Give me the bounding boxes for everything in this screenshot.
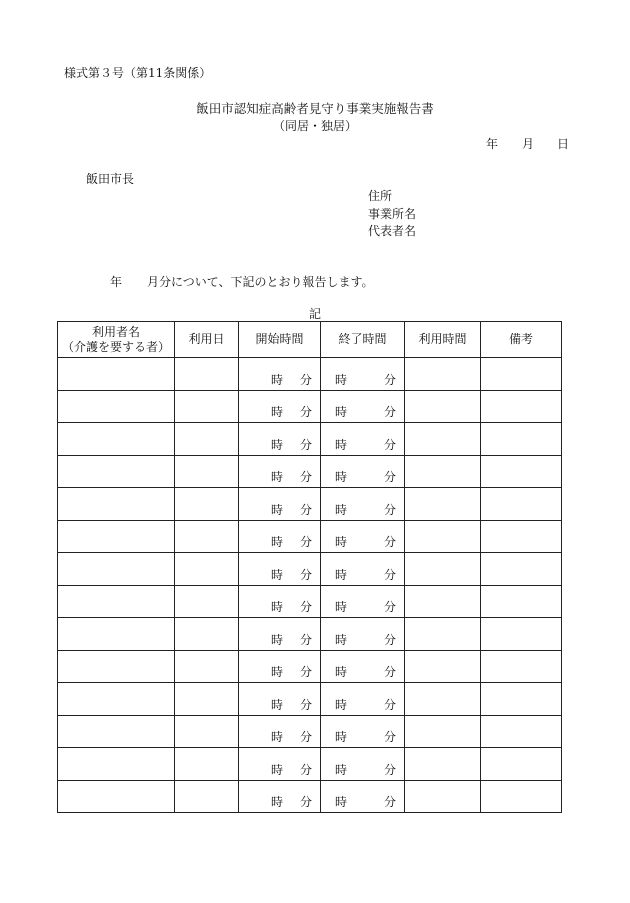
start-time-cell[interactable]: [239, 650, 321, 683]
start-time-cell[interactable]: [239, 488, 321, 521]
end-minute-label: 分: [383, 502, 396, 517]
sender-representative-label: 代表者名: [368, 224, 417, 238]
remarks-cell[interactable]: [481, 390, 562, 423]
use-time-cell[interactable]: [405, 488, 481, 521]
start-minute-label: 分: [299, 502, 312, 517]
start-hour-label: 時: [271, 697, 284, 712]
start-time-cell[interactable]: [239, 683, 321, 716]
table-row: [58, 618, 562, 651]
user-name-cell[interactable]: [58, 618, 175, 651]
start-hour-label: 時: [271, 405, 284, 419]
use-date-cell[interactable]: [175, 488, 239, 521]
use-date-cell[interactable]: [175, 715, 239, 748]
end-minute-label: 分: [383, 600, 396, 614]
user-name-cell[interactable]: [58, 683, 175, 716]
end-time-cell[interactable]: [321, 748, 405, 781]
end-time-cell[interactable]: [321, 683, 405, 716]
end-time-cell[interactable]: [321, 715, 405, 748]
end-minute-label: 分: [383, 372, 396, 387]
user-name-cell[interactable]: [58, 650, 175, 683]
start-minute-label: 分: [299, 470, 312, 484]
end-minute-label: 分: [383, 632, 396, 647]
table-row: [58, 715, 562, 748]
end-time-cell[interactable]: [321, 390, 405, 423]
remarks-cell[interactable]: [481, 553, 562, 586]
table-row: [58, 748, 562, 781]
start-time-cell[interactable]: [239, 455, 321, 488]
header-end-time: 終了時間: [321, 322, 405, 358]
end-hour-label: 時: [335, 372, 348, 387]
end-hour-label: 時: [335, 600, 348, 614]
end-time-cell[interactable]: [321, 520, 405, 553]
use-date-cell[interactable]: [175, 585, 239, 618]
start-time-cell[interactable]: [239, 390, 321, 423]
user-name-cell[interactable]: [58, 520, 175, 553]
start-time-cell[interactable]: [239, 715, 321, 748]
end-time-cell[interactable]: [321, 455, 405, 488]
start-hour-label: 時: [271, 372, 284, 387]
end-hour-label: 時: [335, 502, 348, 517]
use-date-cell[interactable]: [175, 650, 239, 683]
end-time-cell[interactable]: [321, 585, 405, 618]
use-time-cell[interactable]: [405, 715, 481, 748]
end-hour-label: 時: [335, 405, 348, 419]
end-minute-label: 分: [383, 762, 396, 777]
start-minute-label: 分: [299, 795, 312, 809]
header-use-time: 利用時間: [405, 322, 481, 358]
use-time-cell[interactable]: [405, 390, 481, 423]
table-header-row: [58, 322, 562, 358]
report-table: [57, 321, 562, 813]
end-time-cell[interactable]: [321, 358, 405, 391]
header-use-date: 利用日: [175, 322, 239, 358]
start-hour-label: 時: [271, 730, 284, 744]
end-hour-label: 時: [335, 697, 348, 712]
table-row: [58, 488, 562, 521]
use-time-cell[interactable]: [405, 585, 481, 618]
end-hour-label: 時: [335, 567, 348, 582]
end-minute-label: 分: [383, 567, 396, 582]
user-name-cell[interactable]: [58, 553, 175, 586]
header-remarks: 備考: [481, 322, 562, 358]
ki-label: 記: [308, 307, 321, 321]
table-row: [58, 650, 562, 683]
end-hour-label: 時: [335, 470, 348, 484]
table-row: [58, 683, 562, 716]
header-user-name-line2: （介護を要する者）: [61, 339, 170, 354]
header-start-time: 開始時間: [239, 322, 321, 358]
user-name-cell[interactable]: [58, 390, 175, 423]
start-time-cell[interactable]: [239, 423, 321, 456]
user-name-cell[interactable]: [58, 455, 175, 488]
user-name-cell[interactable]: [58, 423, 175, 456]
start-time-cell[interactable]: [239, 780, 321, 813]
date-day-label: 日: [557, 137, 570, 151]
use-date-cell[interactable]: [175, 423, 239, 456]
end-time-cell[interactable]: [321, 780, 405, 813]
use-time-cell[interactable]: [405, 423, 481, 456]
period-year-label: 年: [110, 275, 123, 289]
start-time-cell[interactable]: [239, 618, 321, 651]
table-row: [58, 553, 562, 586]
end-time-cell[interactable]: [321, 618, 405, 651]
user-name-cell[interactable]: [58, 488, 175, 521]
use-time-cell[interactable]: [405, 683, 481, 716]
end-time-cell[interactable]: [321, 650, 405, 683]
start-hour-label: 時: [271, 600, 284, 614]
use-time-cell[interactable]: [405, 553, 481, 586]
remarks-cell[interactable]: [481, 520, 562, 553]
end-hour-label: 時: [335, 762, 348, 777]
end-hour-label: 時: [335, 665, 348, 679]
use-date-cell[interactable]: [175, 748, 239, 781]
use-date-cell[interactable]: [175, 553, 239, 586]
document-subtitle: （同居・独居）: [272, 119, 357, 133]
use-date-cell[interactable]: [175, 358, 239, 391]
end-minute-label: 分: [383, 437, 396, 452]
start-minute-label: 分: [299, 697, 312, 712]
user-name-cell[interactable]: [58, 715, 175, 748]
table-row: [58, 520, 562, 553]
end-time-cell[interactable]: [321, 488, 405, 521]
end-time-cell[interactable]: [321, 423, 405, 456]
remarks-cell[interactable]: [481, 455, 562, 488]
use-date-cell[interactable]: [175, 390, 239, 423]
remarks-cell[interactable]: [481, 423, 562, 456]
remarks-cell[interactable]: [481, 748, 562, 781]
end-hour-label: 時: [335, 437, 348, 452]
end-minute-label: 分: [383, 470, 396, 484]
sender-address-label: 住所: [368, 189, 393, 203]
use-date-cell[interactable]: [175, 780, 239, 813]
start-hour-label: 時: [271, 632, 284, 647]
remarks-cell[interactable]: [481, 683, 562, 716]
use-time-cell[interactable]: [405, 358, 481, 391]
start-time-cell[interactable]: [239, 358, 321, 391]
start-hour-label: 時: [271, 535, 284, 549]
use-time-cell[interactable]: [405, 748, 481, 781]
start-minute-label: 分: [299, 405, 312, 419]
end-minute-label: 分: [383, 795, 396, 809]
sender-office-label: 事業所名: [368, 207, 417, 221]
use-time-cell[interactable]: [405, 455, 481, 488]
start-hour-label: 時: [271, 437, 284, 452]
use-date-cell[interactable]: [175, 455, 239, 488]
form-number: 様式第３号（第11条関係）: [64, 66, 212, 80]
table-row: [58, 358, 562, 391]
addressee: 飯田市長: [86, 172, 135, 186]
end-minute-label: 分: [383, 535, 396, 549]
use-date-cell[interactable]: [175, 683, 239, 716]
end-hour-label: 時: [335, 730, 348, 744]
use-time-cell[interactable]: [405, 650, 481, 683]
start-time-cell[interactable]: [239, 585, 321, 618]
start-minute-label: 分: [299, 372, 312, 387]
table-row: [58, 780, 562, 813]
start-minute-label: 分: [299, 632, 312, 647]
table-row: [58, 585, 562, 618]
user-name-cell[interactable]: [58, 358, 175, 391]
document-title: 飯田市認知症高齢者見守り事業実施報告書: [196, 101, 434, 116]
remarks-cell[interactable]: [481, 715, 562, 748]
start-hour-label: 時: [271, 795, 284, 809]
start-hour-label: 時: [271, 665, 284, 679]
start-minute-label: 分: [299, 600, 312, 614]
use-time-cell[interactable]: [405, 520, 481, 553]
start-time-cell[interactable]: [239, 520, 321, 553]
start-minute-label: 分: [299, 567, 312, 582]
start-hour-label: 時: [271, 567, 284, 582]
header-user-name-line1: 利用者名: [91, 324, 140, 339]
period-statement: 月分について、下記のとおり報告します。: [147, 275, 374, 289]
start-time-cell[interactable]: [239, 553, 321, 586]
start-minute-label: 分: [299, 762, 312, 777]
end-hour-label: 時: [335, 795, 348, 809]
user-name-cell[interactable]: [58, 585, 175, 618]
table-row: [58, 390, 562, 423]
user-name-cell[interactable]: [58, 748, 175, 781]
remarks-cell[interactable]: [481, 650, 562, 683]
start-minute-label: 分: [299, 665, 312, 679]
start-minute-label: 分: [299, 437, 312, 452]
use-time-cell[interactable]: [405, 780, 481, 813]
end-minute-label: 分: [383, 730, 396, 744]
start-minute-label: 分: [299, 535, 312, 549]
start-hour-label: 時: [271, 762, 284, 777]
use-date-cell[interactable]: [175, 618, 239, 651]
end-hour-label: 時: [335, 632, 348, 647]
table-row: [58, 423, 562, 456]
date-month-label: 月: [522, 137, 535, 151]
end-minute-label: 分: [383, 665, 396, 679]
remarks-cell[interactable]: [481, 585, 562, 618]
user-name-cell[interactable]: [58, 780, 175, 813]
end-hour-label: 時: [335, 535, 348, 549]
start-hour-label: 時: [271, 502, 284, 517]
start-hour-label: 時: [271, 470, 284, 484]
use-date-cell[interactable]: [175, 520, 239, 553]
start-minute-label: 分: [299, 730, 312, 744]
remarks-cell[interactable]: [481, 488, 562, 521]
table-body: [58, 358, 562, 813]
table-row: [58, 455, 562, 488]
end-minute-label: 分: [383, 697, 396, 712]
remarks-cell[interactable]: [481, 358, 562, 391]
remarks-cell[interactable]: [481, 780, 562, 813]
end-time-cell[interactable]: [321, 553, 405, 586]
remarks-cell[interactable]: [481, 618, 562, 651]
header-user-name: [58, 322, 175, 358]
use-time-cell[interactable]: [405, 618, 481, 651]
end-minute-label: 分: [383, 405, 396, 419]
start-time-cell[interactable]: [239, 748, 321, 781]
date-year-label: 年: [486, 137, 499, 151]
